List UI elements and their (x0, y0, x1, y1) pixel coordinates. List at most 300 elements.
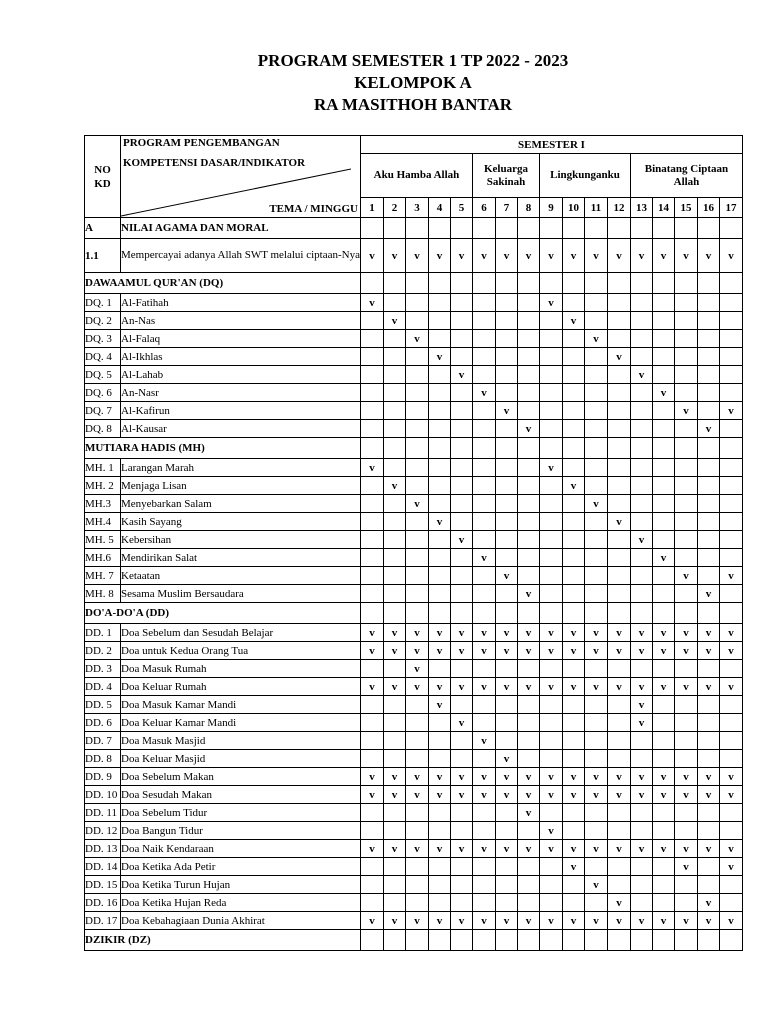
week-cell (472, 459, 495, 477)
week-cell (517, 402, 539, 420)
week-check: v (360, 239, 383, 273)
week-cell (383, 459, 405, 477)
week-check: v (674, 567, 697, 585)
week-cell (607, 218, 630, 239)
week-cell (428, 531, 450, 549)
week-check: v (405, 660, 428, 678)
week-cell (495, 513, 517, 531)
week-cell (562, 459, 584, 477)
no-label: NO (94, 163, 111, 176)
week-cell (630, 348, 652, 366)
week-number: 7 (495, 198, 517, 218)
week-cell (630, 660, 652, 678)
kompetensi-label: KOMPETENSI DASAR/INDIKATOR (123, 157, 306, 169)
week-check: v (360, 912, 383, 930)
week-cell (584, 384, 607, 402)
week-cell (383, 696, 405, 714)
week-cell (360, 858, 383, 876)
week-cell (584, 366, 607, 384)
week-cell (450, 876, 472, 894)
week-check: v (539, 768, 562, 786)
week-cell (719, 804, 742, 822)
week-cell (652, 402, 674, 420)
week-cell (697, 858, 719, 876)
kd-code: DD. 4 (85, 678, 121, 696)
week-check: v (495, 912, 517, 930)
week-cell (607, 696, 630, 714)
week-check: v (495, 768, 517, 786)
week-cell (607, 603, 630, 624)
week-cell (405, 822, 428, 840)
week-check: v (539, 912, 562, 930)
week-check: v (450, 786, 472, 804)
week-cell (360, 218, 383, 239)
week-cell (719, 420, 742, 438)
kd-code: DQ. 1 (85, 294, 121, 312)
week-cell (517, 930, 539, 951)
week-check: v (674, 678, 697, 696)
week-cell (607, 732, 630, 750)
week-check: v (607, 642, 630, 660)
week-cell (539, 876, 562, 894)
week-check: v (383, 477, 405, 495)
section-title: NILAI AGAMA DAN MORAL (121, 218, 361, 239)
week-cell (607, 495, 630, 513)
week-cell (719, 876, 742, 894)
week-check: v (405, 239, 428, 273)
week-check: v (495, 750, 517, 768)
week-check: v (562, 624, 584, 642)
week-cell (472, 585, 495, 603)
week-cell (562, 438, 584, 459)
week-cell (450, 750, 472, 768)
week-cell (428, 366, 450, 384)
week-cell (405, 348, 428, 366)
week-cell (428, 420, 450, 438)
week-cell (383, 438, 405, 459)
program-header (121, 136, 361, 218)
week-cell (383, 218, 405, 239)
week-cell (472, 438, 495, 459)
week-check: v (562, 840, 584, 858)
week-cell (428, 585, 450, 603)
week-cell (495, 420, 517, 438)
week-cell (719, 495, 742, 513)
week-cell (495, 531, 517, 549)
week-check: v (697, 840, 719, 858)
week-cell (539, 549, 562, 567)
week-check: v (383, 239, 405, 273)
week-cell (405, 477, 428, 495)
week-cell (697, 531, 719, 549)
week-cell (562, 330, 584, 348)
table-row (85, 495, 743, 513)
week-cell (539, 894, 562, 912)
week-check: v (630, 239, 652, 273)
week-cell (607, 459, 630, 477)
week-cell (652, 477, 674, 495)
week-cell (495, 549, 517, 567)
week-check: v (584, 239, 607, 273)
week-cell (405, 459, 428, 477)
week-cell (539, 603, 562, 624)
week-cell (719, 384, 742, 402)
indicator-name: Doa Bangun Tidur (121, 822, 361, 840)
week-check: v (674, 840, 697, 858)
week-cell (383, 420, 405, 438)
week-cell (517, 495, 539, 513)
week-number: 10 (562, 198, 584, 218)
week-cell (652, 495, 674, 513)
week-check: v (405, 840, 428, 858)
week-check: v (539, 822, 562, 840)
week-cell (652, 732, 674, 750)
week-cell (584, 696, 607, 714)
week-check: v (697, 624, 719, 642)
week-cell (472, 402, 495, 420)
week-cell (607, 402, 630, 420)
week-cell (652, 567, 674, 585)
week-cell (405, 513, 428, 531)
week-cell (652, 531, 674, 549)
week-check: v (495, 624, 517, 642)
week-cell (450, 894, 472, 912)
indicator-name: Al-Kausar (121, 420, 361, 438)
week-cell (405, 858, 428, 876)
week-cell (450, 603, 472, 624)
theme-header: Lingkunganku (539, 154, 630, 198)
week-cell (360, 822, 383, 840)
week-check: v (697, 678, 719, 696)
indicator-name: Sesama Muslim Bersaudara (121, 585, 361, 603)
week-cell (517, 366, 539, 384)
week-cell (584, 822, 607, 840)
table-row (85, 696, 743, 714)
week-cell (652, 420, 674, 438)
week-cell (719, 585, 742, 603)
week-cell (405, 402, 428, 420)
week-cell (584, 714, 607, 732)
week-cell (539, 513, 562, 531)
week-cell (719, 294, 742, 312)
week-cell (428, 876, 450, 894)
week-cell (562, 420, 584, 438)
week-check: v (360, 624, 383, 642)
kd-code: DQ. 6 (85, 384, 121, 402)
week-cell (674, 513, 697, 531)
indicator-name: Doa untuk Kedua Orang Tua (121, 642, 361, 660)
week-check: v (652, 678, 674, 696)
week-cell (495, 804, 517, 822)
week-cell (719, 714, 742, 732)
section-title: MUTIARA HADIS (MH) (85, 438, 361, 459)
week-cell (428, 218, 450, 239)
week-check: v (584, 624, 607, 642)
week-cell (719, 822, 742, 840)
week-cell (607, 477, 630, 495)
week-cell (517, 549, 539, 567)
week-cell (495, 273, 517, 294)
week-check: v (360, 642, 383, 660)
week-check: v (719, 786, 742, 804)
week-cell (562, 294, 584, 312)
week-cell (405, 750, 428, 768)
week-check: v (719, 912, 742, 930)
week-cell (584, 294, 607, 312)
week-cell (630, 750, 652, 768)
table-row (85, 786, 743, 804)
title-line-1: PROGRAM SEMESTER 1 TP 2022 - 2023 (257, 51, 569, 70)
table-row (85, 477, 743, 495)
kd-code: DQ. 3 (85, 330, 121, 348)
week-cell (562, 495, 584, 513)
week-cell (495, 366, 517, 384)
week-cell (652, 714, 674, 732)
week-check: v (428, 786, 450, 804)
week-check: v (539, 459, 562, 477)
week-cell (697, 312, 719, 330)
week-cell (517, 459, 539, 477)
week-check: v (652, 840, 674, 858)
week-cell (652, 804, 674, 822)
week-cell (517, 732, 539, 750)
week-cell (383, 549, 405, 567)
week-check: v (450, 678, 472, 696)
week-cell (652, 273, 674, 294)
week-cell (562, 531, 584, 549)
week-cell (405, 273, 428, 294)
indicator-name: Doa Keluar Kamar Mandi (121, 714, 361, 732)
week-cell (450, 549, 472, 567)
week-check: v (495, 786, 517, 804)
week-cell (450, 858, 472, 876)
week-check: v (472, 384, 495, 402)
week-cell (450, 384, 472, 402)
week-cell (495, 312, 517, 330)
week-cell (450, 513, 472, 531)
kd-code: 1.1 (85, 239, 121, 273)
week-check: v (674, 912, 697, 930)
week-cell (450, 495, 472, 513)
week-cell (630, 218, 652, 239)
week-cell (719, 348, 742, 366)
week-cell (584, 348, 607, 366)
week-cell (630, 549, 652, 567)
kd-code: DD. 8 (85, 750, 121, 768)
week-check: v (428, 642, 450, 660)
week-cell (584, 438, 607, 459)
week-cell (584, 312, 607, 330)
week-cell (517, 696, 539, 714)
week-cell (450, 696, 472, 714)
week-check: v (697, 786, 719, 804)
week-cell (630, 459, 652, 477)
week-cell (562, 218, 584, 239)
week-cell (472, 218, 495, 239)
week-cell (517, 894, 539, 912)
table-row (85, 239, 743, 273)
week-cell (450, 732, 472, 750)
kd-code: DQ. 2 (85, 312, 121, 330)
week-cell (674, 894, 697, 912)
week-cell (719, 531, 742, 549)
week-check: v (472, 642, 495, 660)
week-cell (562, 402, 584, 420)
week-cell (562, 894, 584, 912)
section-row (85, 273, 743, 294)
week-cell (719, 660, 742, 678)
kd-label: KD (94, 177, 111, 190)
week-cell (450, 218, 472, 239)
week-cell (674, 438, 697, 459)
week-cell (539, 402, 562, 420)
week-cell (697, 696, 719, 714)
week-check: v (405, 768, 428, 786)
indicator-name: An-Nas (121, 312, 361, 330)
table-row (85, 513, 743, 531)
week-cell (472, 876, 495, 894)
week-cell (517, 858, 539, 876)
table-row (85, 459, 743, 477)
week-check: v (450, 642, 472, 660)
week-check: v (383, 786, 405, 804)
week-cell (495, 459, 517, 477)
week-cell (674, 603, 697, 624)
indicator-name: Doa Naik Kendaraan (121, 840, 361, 858)
week-check: v (428, 696, 450, 714)
week-cell (495, 330, 517, 348)
week-check: v (495, 840, 517, 858)
week-check: v (584, 642, 607, 660)
week-cell (652, 660, 674, 678)
week-cell (584, 420, 607, 438)
indicator-name: Doa Kebahagiaan Dunia Akhirat (121, 912, 361, 930)
week-cell (450, 660, 472, 678)
week-cell (539, 366, 562, 384)
week-cell (674, 696, 697, 714)
week-check: v (607, 239, 630, 273)
week-cell (472, 804, 495, 822)
week-check: v (719, 402, 742, 420)
week-check: v (428, 678, 450, 696)
indicator-name: Doa Masuk Rumah (121, 660, 361, 678)
week-check: v (630, 678, 652, 696)
week-check: v (607, 678, 630, 696)
week-cell (630, 822, 652, 840)
week-cell (428, 930, 450, 951)
week-cell (450, 930, 472, 951)
week-cell (719, 312, 742, 330)
week-cell (697, 603, 719, 624)
week-cell (652, 459, 674, 477)
week-cell (674, 420, 697, 438)
week-cell (405, 696, 428, 714)
table-row (85, 366, 743, 384)
kd-code: DD. 17 (85, 912, 121, 930)
section-title: DAWAAMUL QUR'AN (DQ) (85, 273, 361, 294)
kd-code: DD. 7 (85, 732, 121, 750)
week-cell (383, 894, 405, 912)
week-cell (360, 714, 383, 732)
week-cell (607, 567, 630, 585)
section-row (85, 603, 743, 624)
table-row (85, 714, 743, 732)
week-cell (630, 312, 652, 330)
week-cell (562, 549, 584, 567)
week-check: v (405, 912, 428, 930)
indicator-name: An-Nasr (121, 384, 361, 402)
week-cell (674, 348, 697, 366)
week-cell (630, 804, 652, 822)
theme-header: Binatang Ciptaan Allah (630, 154, 742, 198)
week-cell (383, 732, 405, 750)
week-check: v (697, 642, 719, 660)
week-number: 4 (428, 198, 450, 218)
week-cell (383, 384, 405, 402)
week-check: v (607, 840, 630, 858)
week-check: v (607, 624, 630, 642)
week-cell (630, 495, 652, 513)
week-cell (428, 894, 450, 912)
week-cell (405, 420, 428, 438)
week-cell (697, 495, 719, 513)
week-cell (517, 822, 539, 840)
week-cell (607, 549, 630, 567)
week-check: v (539, 239, 562, 273)
week-cell (495, 876, 517, 894)
section-title: DZIKIR (DZ) (85, 930, 361, 951)
week-check: v (562, 858, 584, 876)
week-check: v (450, 912, 472, 930)
week-cell (495, 732, 517, 750)
week-check: v (472, 732, 495, 750)
indicator-name: Doa Ketika Ada Petir (121, 858, 361, 876)
week-cell (652, 822, 674, 840)
kd-code: MH.4 (85, 513, 121, 531)
week-cell (630, 402, 652, 420)
week-cell (630, 438, 652, 459)
week-check: v (405, 678, 428, 696)
week-cell (360, 603, 383, 624)
week-cell (630, 567, 652, 585)
week-cell (517, 312, 539, 330)
week-cell (383, 822, 405, 840)
week-check: v (562, 786, 584, 804)
week-cell (719, 477, 742, 495)
section-code: A (85, 218, 121, 239)
week-cell (495, 858, 517, 876)
kd-code: DQ. 5 (85, 366, 121, 384)
indicator-name: Kebersihan (121, 531, 361, 549)
week-cell (517, 273, 539, 294)
kd-code: MH. 1 (85, 459, 121, 477)
week-cell (607, 273, 630, 294)
week-check: v (472, 840, 495, 858)
tema-minggu-label: TEMA / MINGGU (269, 203, 358, 215)
week-cell (584, 894, 607, 912)
week-cell (652, 218, 674, 239)
week-cell (360, 732, 383, 750)
week-check: v (607, 513, 630, 531)
week-cell (674, 384, 697, 402)
week-number: 9 (539, 198, 562, 218)
week-check: v (562, 477, 584, 495)
week-cell (428, 804, 450, 822)
week-cell (652, 312, 674, 330)
week-check: v (719, 768, 742, 786)
week-check: v (428, 624, 450, 642)
week-check: v (360, 768, 383, 786)
